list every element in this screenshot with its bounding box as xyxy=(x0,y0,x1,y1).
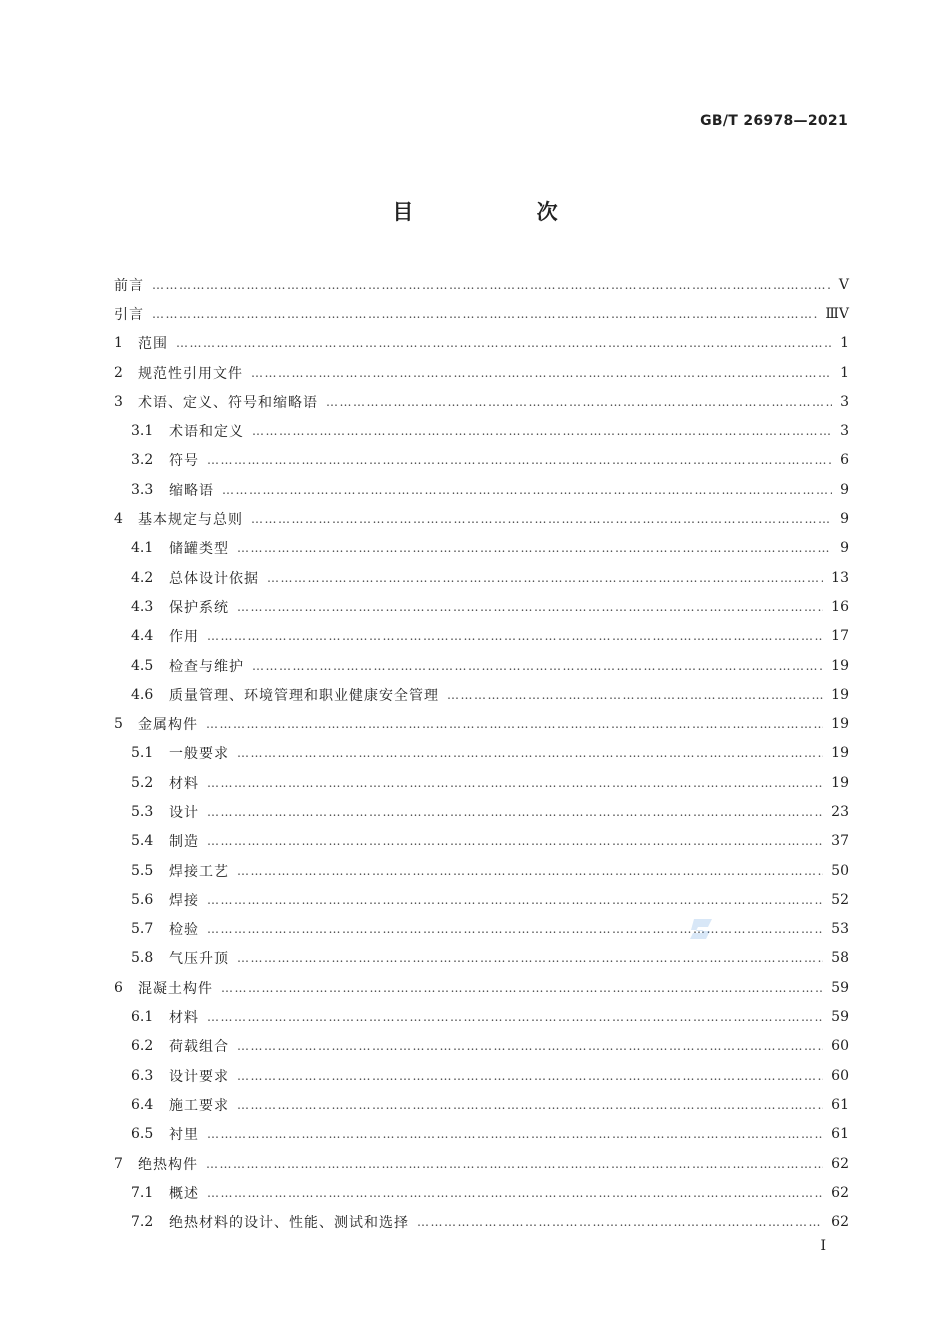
toc-entry-label: 材料 xyxy=(169,775,199,792)
toc-entry-page: ⅢⅤ xyxy=(825,305,849,322)
toc-entry-number: 5.4 xyxy=(131,833,154,850)
toc-entry[interactable] xyxy=(114,563,849,592)
toc-entry[interactable] xyxy=(114,680,849,709)
toc-entry-page: 23 xyxy=(831,803,849,820)
toc-entry[interactable] xyxy=(114,299,849,328)
toc-entry-number: 5.1 xyxy=(131,745,154,762)
toc-entry-label: 衬里 xyxy=(169,1127,199,1144)
toc-leader-dots xyxy=(207,1186,823,1200)
toc-leader-dots xyxy=(207,776,823,790)
toc-entry[interactable] xyxy=(114,1120,849,1149)
toc-leader-dots xyxy=(206,1157,823,1171)
toc-entry-label: 基本规定与总则 xyxy=(138,512,243,529)
toc-leader-dots xyxy=(206,717,823,731)
toc-entry-number: 5 xyxy=(114,716,123,733)
toc-entry-number: 4.5 xyxy=(131,657,154,674)
toc-entry-number: 3.2 xyxy=(131,452,154,469)
toc-entry-label: 设计要求 xyxy=(169,1068,229,1085)
toc-entry[interactable] xyxy=(114,475,849,504)
toc-leader-dots xyxy=(152,278,831,292)
toc-entry-label: 质量管理、环境管理和职业健康安全管理 xyxy=(169,687,439,704)
toc-entry-label: 一般要求 xyxy=(169,746,229,763)
toc-entry-label: 设计 xyxy=(169,804,199,821)
toc-entry-number: 6.5 xyxy=(131,1126,154,1143)
toc-leader-dots xyxy=(207,1127,823,1141)
toc-entry[interactable] xyxy=(114,387,849,416)
toc-entry-number: 4.4 xyxy=(131,628,154,645)
toc-entry[interactable] xyxy=(114,504,849,533)
toc-entry-number: 5.8 xyxy=(131,950,154,967)
toc-entry-label: 符号 xyxy=(169,453,199,470)
toc-leader-dots xyxy=(207,834,823,848)
toc-entry-number: 7.2 xyxy=(131,1214,154,1231)
toc-entry[interactable] xyxy=(114,885,849,914)
toc-entry-page: 16 xyxy=(831,598,849,615)
toc-entry-page: 62 xyxy=(831,1155,849,1172)
toc-entry-page: 62 xyxy=(831,1214,849,1231)
toc-entry-page: 19 xyxy=(831,774,849,791)
toc-entry-number: 4.1 xyxy=(131,540,154,557)
toc-entry-label: 概述 xyxy=(169,1185,199,1202)
toc-entry-label: 作用 xyxy=(169,629,199,646)
toc-entry-label: 术语、定义、符号和缩略语 xyxy=(138,394,318,411)
toc-entry[interactable] xyxy=(114,446,849,475)
toc-entry-label: 施工要求 xyxy=(169,1097,229,1114)
toc-entry-page: 62 xyxy=(831,1184,849,1201)
document-code: GB/T 26978—2021 xyxy=(700,113,848,129)
toc-entry-page: 1 xyxy=(840,364,849,381)
toc-entry-number: 4.3 xyxy=(131,598,154,615)
toc-leader-dots xyxy=(207,629,823,643)
toc-leader-dots xyxy=(222,483,832,497)
toc-leader-dots xyxy=(207,893,823,907)
toc-leader-dots xyxy=(252,424,832,438)
toc-entry-page: 9 xyxy=(840,540,849,557)
toc-entry-page: 19 xyxy=(831,716,849,733)
toc-entry[interactable] xyxy=(114,622,849,651)
toc-entry-label: 荷载组合 xyxy=(169,1039,229,1056)
toc-leader-dots xyxy=(417,1215,823,1229)
toc-entry[interactable] xyxy=(114,534,849,563)
toc-entry-page: 3 xyxy=(840,393,849,410)
toc-entry-label: 检验 xyxy=(169,922,199,939)
toc-leader-dots xyxy=(251,512,832,526)
table-of-contents xyxy=(114,270,849,1237)
toc-leader-dots xyxy=(267,571,823,585)
toc-entry-number: 7.1 xyxy=(131,1184,154,1201)
toc-leader-dots xyxy=(447,688,823,702)
toc-entry-label: 总体设计依据 xyxy=(169,570,259,587)
toc-entry[interactable] xyxy=(114,358,849,387)
toc-entry-page: 37 xyxy=(831,833,849,850)
toc-entry-page: 59 xyxy=(831,1009,849,1026)
toc-entry-page: 13 xyxy=(831,569,849,586)
toc-entry-label: 混凝土构件 xyxy=(138,980,213,997)
page-title: 目 次 xyxy=(392,200,616,224)
toc-leader-dots xyxy=(326,395,832,409)
toc-entry-number: 3 xyxy=(114,393,123,410)
toc-entry[interactable] xyxy=(114,1090,849,1119)
toc-entry-number: 6.3 xyxy=(131,1067,154,1084)
toc-entry-label: 绝热构件 xyxy=(138,1156,198,1173)
toc-entry-label: 范围 xyxy=(138,336,168,353)
toc-leader-dots xyxy=(207,922,823,936)
toc-entry-label: 检查与维护 xyxy=(169,658,244,675)
toc-entry-page: 9 xyxy=(840,481,849,498)
toc-entry-label: 术语和定义 xyxy=(169,424,244,441)
toc-entry-number: 5.7 xyxy=(131,921,154,938)
toc-entry-number: 6 xyxy=(114,979,123,996)
toc-entry[interactable] xyxy=(114,416,849,445)
toc-entry-number: 7 xyxy=(114,1155,123,1172)
toc-entry-page: 17 xyxy=(831,628,849,645)
toc-entry-number: 6.1 xyxy=(131,1009,154,1026)
toc-entry-label: 缩略语 xyxy=(169,482,214,499)
toc-entry-page: 59 xyxy=(831,979,849,996)
toc-entry-page: 58 xyxy=(831,950,849,967)
toc-entry-page: 52 xyxy=(831,891,849,908)
toc-leader-dots xyxy=(176,336,832,350)
toc-entry[interactable] xyxy=(114,915,849,944)
toc-entry-page: 53 xyxy=(831,921,849,938)
toc-entry[interactable] xyxy=(114,739,849,768)
toc-entry[interactable] xyxy=(114,1149,849,1178)
toc-leader-dots xyxy=(237,951,823,965)
toc-entry-label: 制造 xyxy=(169,834,199,851)
toc-entry-label: 金属构件 xyxy=(138,717,198,734)
toc-entry[interactable] xyxy=(114,1061,849,1090)
toc-entry-label: 气压升顶 xyxy=(169,951,229,968)
toc-entry-page: 19 xyxy=(831,745,849,762)
toc-entry-label: 规范性引用文件 xyxy=(138,365,243,382)
watermark-logo-icon xyxy=(688,917,714,941)
toc-entry[interactable] xyxy=(114,329,849,358)
toc-leader-dots xyxy=(152,307,817,321)
toc-leader-dots xyxy=(237,746,823,760)
toc-entry[interactable] xyxy=(114,1002,849,1031)
toc-entry[interactable] xyxy=(114,973,849,1002)
toc-entry-label: 绝热材料的设计、性能、测试和选择 xyxy=(169,1215,409,1232)
toc-entry-label: 保护系统 xyxy=(169,599,229,616)
toc-entry-page: 19 xyxy=(831,657,849,674)
toc-entry-number: 5.2 xyxy=(131,774,154,791)
toc-entry[interactable] xyxy=(114,1032,849,1061)
toc-entry[interactable] xyxy=(114,270,849,299)
toc-leader-dots xyxy=(207,1010,823,1024)
toc-entry-page: 19 xyxy=(831,686,849,703)
toc-entry-number: 6.4 xyxy=(131,1096,154,1113)
toc-entry-number: 5.3 xyxy=(131,803,154,820)
toc-entry-number: 4.6 xyxy=(131,686,154,703)
toc-entry-number: 4 xyxy=(114,511,123,528)
toc-entry-number: 3.3 xyxy=(131,481,154,498)
toc-entry-page: 50 xyxy=(831,862,849,879)
toc-entry-page: Ⅴ xyxy=(838,276,849,293)
toc-entry-page: 6 xyxy=(840,452,849,469)
toc-entry-number: 1 xyxy=(114,335,123,352)
toc-entry-number: 6.2 xyxy=(131,1038,154,1055)
toc-entry-page: 1 xyxy=(840,335,849,352)
toc-leader-dots xyxy=(221,981,823,995)
toc-leader-dots xyxy=(237,600,823,614)
toc-leader-dots xyxy=(237,1039,823,1053)
toc-entry-label: 焊接工艺 xyxy=(169,863,229,880)
toc-entry-number: 3.1 xyxy=(131,423,154,440)
toc-entry-page: 61 xyxy=(831,1126,849,1143)
toc-entry-label: 焊接 xyxy=(169,892,199,909)
toc-entry[interactable] xyxy=(114,651,849,680)
page-number: Ⅰ xyxy=(820,1238,826,1254)
toc-entry-number: 4.2 xyxy=(131,569,154,586)
toc-entry-label: 前言 xyxy=(114,277,144,294)
toc-entry[interactable] xyxy=(114,856,849,885)
toc-leader-dots xyxy=(252,659,823,673)
toc-entry-page: 61 xyxy=(831,1096,849,1113)
toc-leader-dots xyxy=(237,864,823,878)
toc-entry-label: 引言 xyxy=(114,306,144,323)
toc-entry-page: 60 xyxy=(831,1038,849,1055)
toc-leader-dots xyxy=(251,366,832,380)
toc-entry-number: 5.5 xyxy=(131,862,154,879)
toc-entry-number: 5.6 xyxy=(131,891,154,908)
toc-entry[interactable] xyxy=(114,768,849,797)
toc-entry[interactable] xyxy=(114,827,849,856)
toc-leader-dots xyxy=(237,1098,823,1112)
toc-entry[interactable] xyxy=(114,1208,849,1237)
toc-entry-number: 2 xyxy=(114,364,123,381)
toc-leader-dots xyxy=(237,541,832,555)
toc-entry-label: 储罐类型 xyxy=(169,541,229,558)
toc-entry-page: 9 xyxy=(840,511,849,528)
toc-leader-dots xyxy=(207,453,832,467)
toc-leader-dots xyxy=(207,805,823,819)
toc-entry[interactable] xyxy=(114,944,849,973)
toc-entry-page: 3 xyxy=(840,423,849,440)
toc-entry[interactable] xyxy=(114,592,849,621)
toc-entry-label: 材料 xyxy=(169,1010,199,1027)
toc-entry-page: 60 xyxy=(831,1067,849,1084)
toc-entry[interactable] xyxy=(114,1178,849,1207)
toc-entry[interactable] xyxy=(114,709,849,738)
toc-leader-dots xyxy=(237,1069,823,1083)
toc-entry[interactable] xyxy=(114,797,849,826)
